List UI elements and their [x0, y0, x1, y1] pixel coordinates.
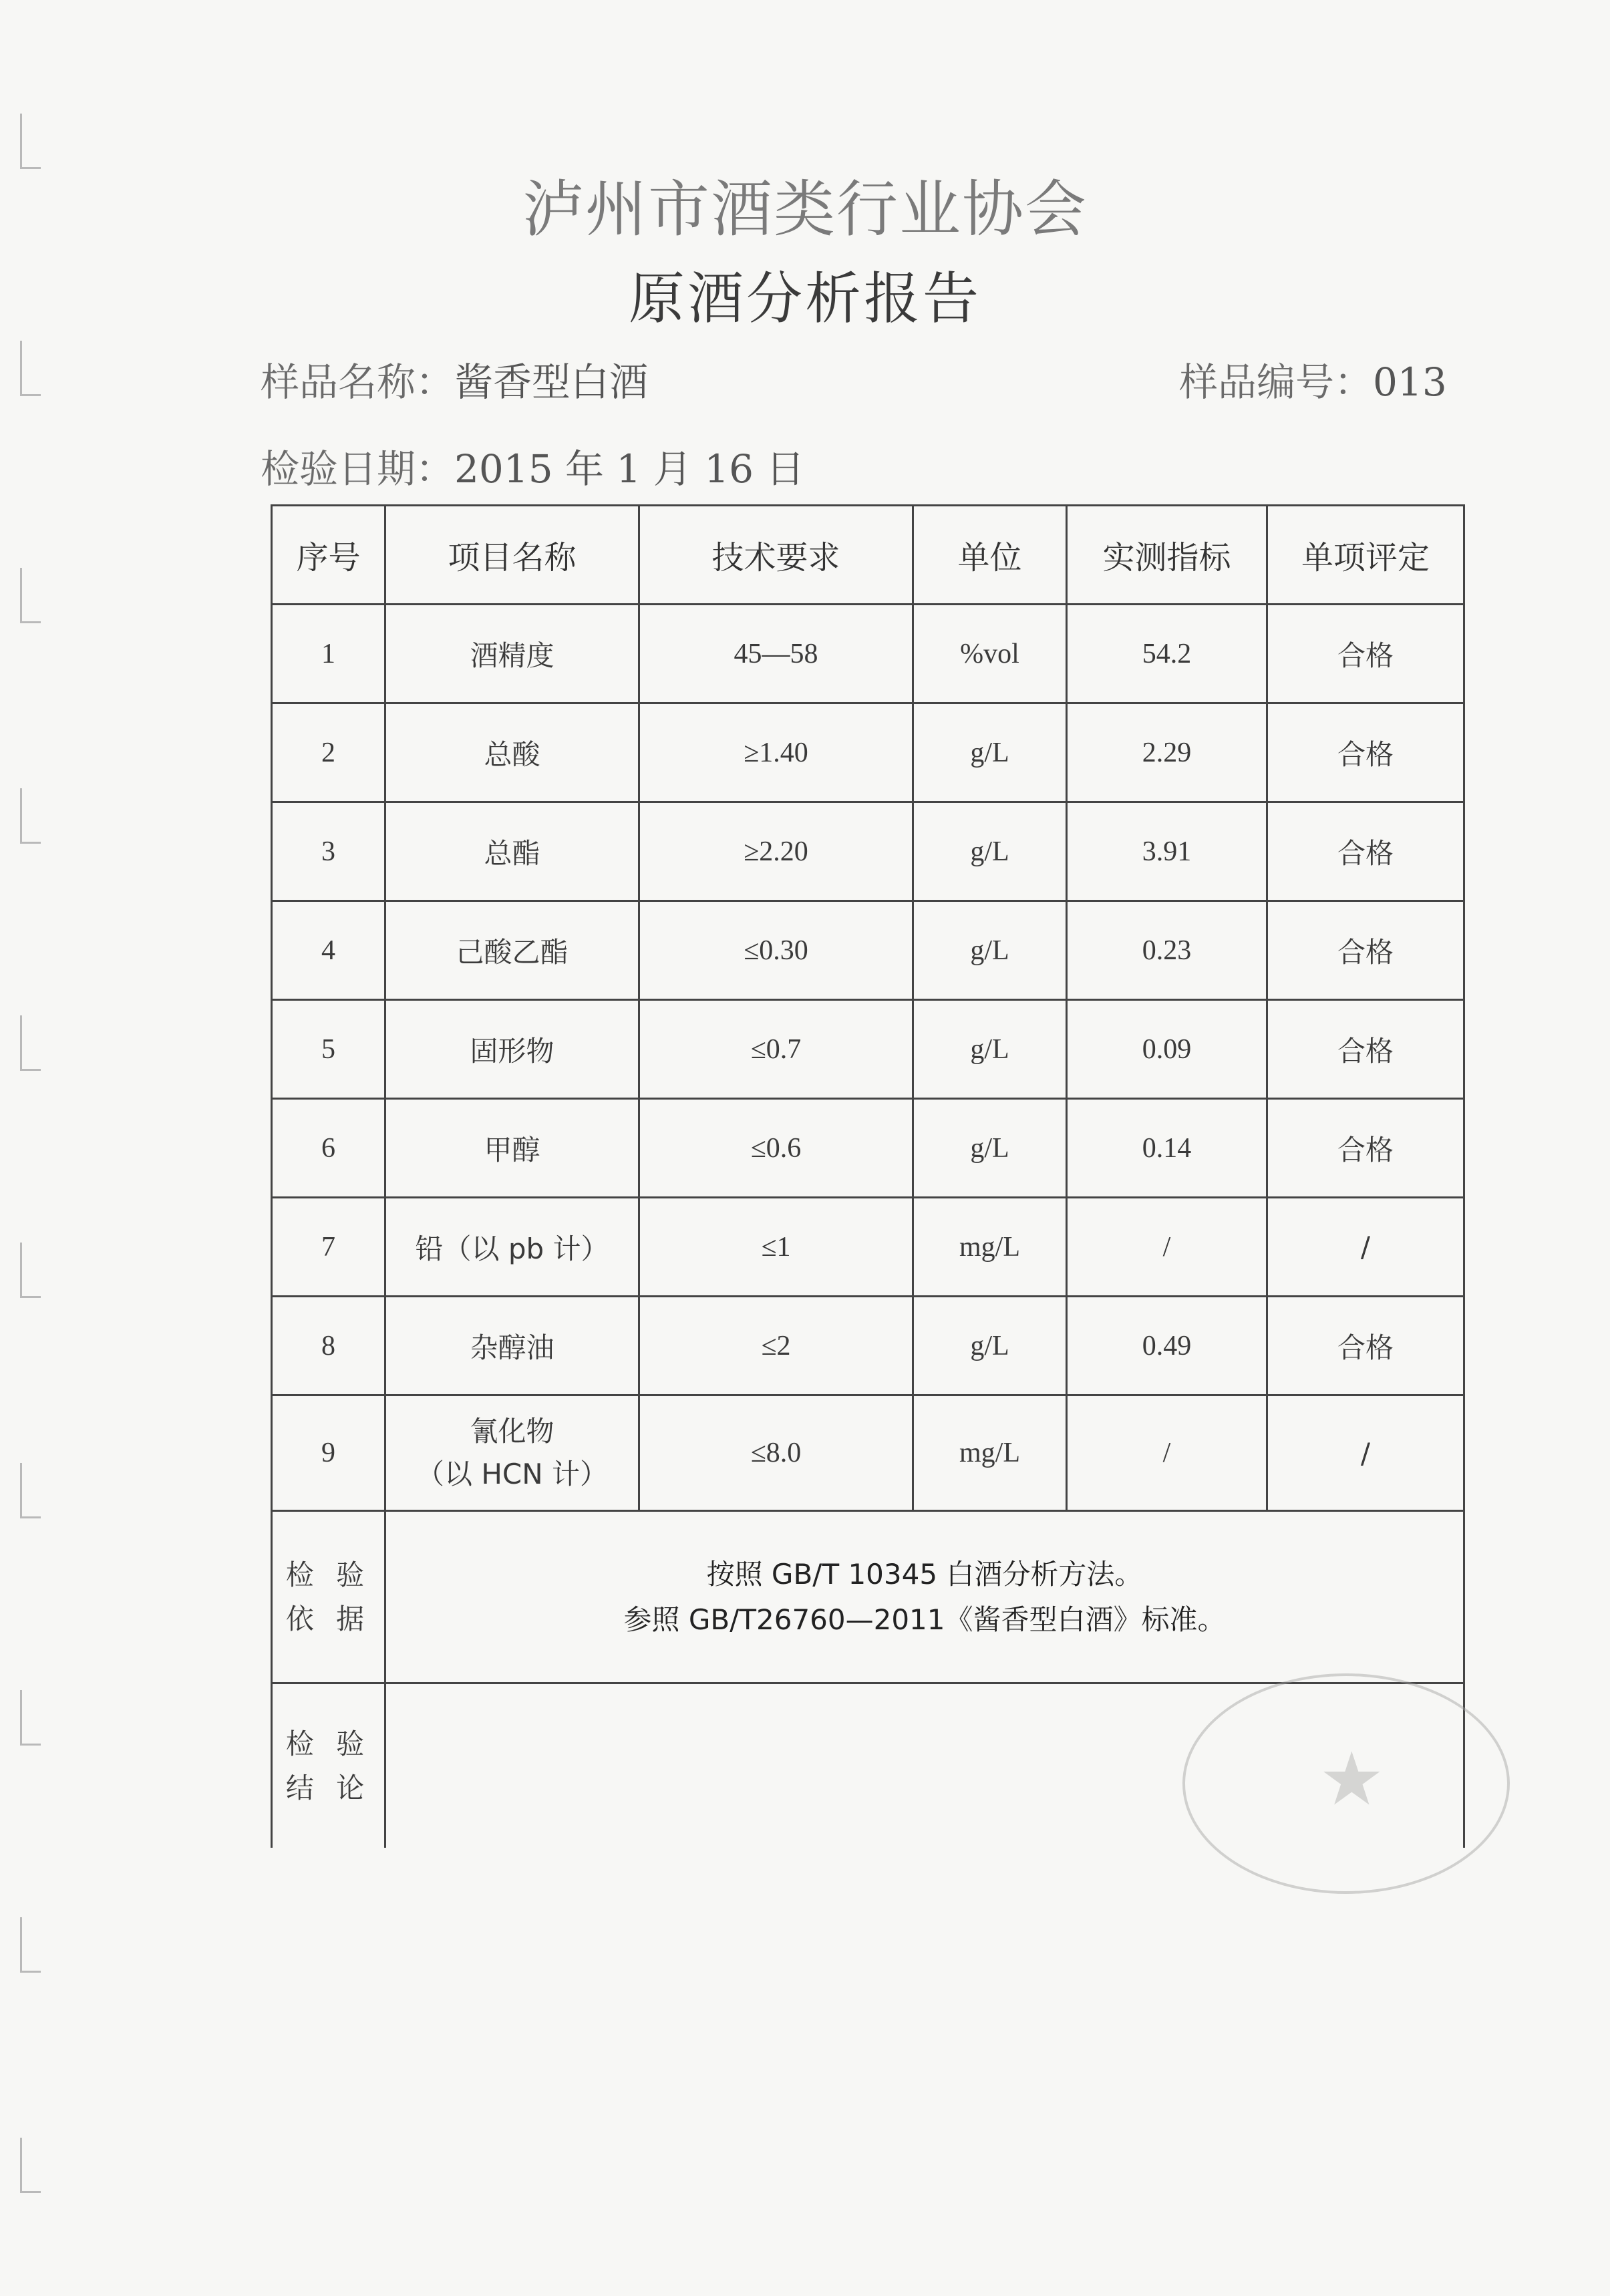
- unit: %vol: [913, 605, 1067, 703]
- sample-number-label: 样品编号：: [1179, 359, 1374, 405]
- unit: g/L: [913, 1297, 1067, 1396]
- row-number: 5: [272, 1000, 385, 1099]
- binder-mark: [20, 1690, 41, 1746]
- column-header: 实测指标: [1067, 506, 1267, 605]
- item-name: 酒精度: [385, 605, 639, 703]
- item-name: 总酯: [385, 802, 639, 901]
- technical-requirement: ≤0.30: [639, 901, 913, 1000]
- binder-mark: [20, 1463, 41, 1518]
- row-number: 2: [272, 703, 385, 802]
- label-line: 检 验: [285, 1558, 371, 1591]
- label-line: 检 验: [285, 1727, 371, 1760]
- sample-name-value: 酱香型白酒: [454, 359, 649, 405]
- evaluation: 合格: [1267, 1297, 1464, 1396]
- inspection-conclusion-label: [272, 1683, 385, 1848]
- basis-line: 参照 GB/T26760—2011《酱香型白酒》标准。: [623, 1603, 1226, 1636]
- binder-mark: [20, 788, 41, 844]
- table-row: [272, 703, 1464, 802]
- table-row: [272, 1297, 1464, 1396]
- evaluation: /: [1267, 1198, 1464, 1297]
- unit: g/L: [913, 802, 1067, 901]
- technical-requirement: ≤8.0: [639, 1396, 913, 1511]
- unit: g/L: [913, 1099, 1067, 1198]
- table-header-row: [272, 506, 1464, 605]
- technical-requirement: ≥1.40: [639, 703, 913, 802]
- measured-value: 2.29: [1067, 703, 1267, 802]
- binder-mark: [20, 2138, 41, 2193]
- unit: mg/L: [913, 1396, 1067, 1511]
- measured-value: /: [1067, 1198, 1267, 1297]
- evaluation: 合格: [1267, 1000, 1464, 1099]
- item-name: 杂醇油: [385, 1297, 639, 1396]
- analysis-table: [271, 504, 1465, 1848]
- technical-requirement: ≤2: [639, 1297, 913, 1396]
- column-header: 单位: [913, 506, 1067, 605]
- measured-value: 0.09: [1067, 1000, 1267, 1099]
- technical-requirement: ≥2.20: [639, 802, 913, 901]
- measured-value: 54.2: [1067, 605, 1267, 703]
- table-row: [272, 901, 1464, 1000]
- item-name: 己酸乙酯: [385, 901, 639, 1000]
- technical-requirement: 45—58: [639, 605, 913, 703]
- row-number: 3: [272, 802, 385, 901]
- inspection-basis-text: [385, 1511, 1464, 1683]
- item-name-line: 氰化物: [470, 1415, 554, 1448]
- binder-mark: [20, 341, 41, 396]
- item-name: 总酸: [385, 703, 639, 802]
- row-number: 4: [272, 901, 385, 1000]
- unit: mg/L: [913, 1198, 1067, 1297]
- inspection-basis-label: [272, 1511, 385, 1683]
- item-name: [385, 1396, 639, 1511]
- sample-number-field: [1179, 351, 1447, 407]
- binder-mark: [20, 1917, 41, 1973]
- inspection-date-label: 检验日期：: [261, 446, 455, 492]
- column-header: 项目名称: [385, 506, 639, 605]
- table-row: [272, 1000, 1464, 1099]
- item-name: 甲醇: [385, 1099, 639, 1198]
- row-number: 6: [272, 1099, 385, 1198]
- inspection-basis-row: [272, 1511, 1464, 1683]
- table-row: [272, 1198, 1464, 1297]
- row-number: 7: [272, 1198, 385, 1297]
- table-row: [272, 605, 1464, 703]
- unit: g/L: [913, 901, 1067, 1000]
- sample-number-value: 013: [1373, 359, 1447, 405]
- table-row: [272, 1099, 1464, 1198]
- sample-name-field: [261, 351, 648, 407]
- technical-requirement: ≤0.7: [639, 1000, 913, 1099]
- binder-mark: [20, 1243, 41, 1298]
- row-number: 9: [272, 1396, 385, 1511]
- evaluation: 合格: [1267, 802, 1464, 901]
- report-title: 原酒分析报告: [628, 266, 981, 331]
- measured-value: 0.49: [1067, 1297, 1267, 1396]
- technical-requirement: ≤0.6: [639, 1099, 913, 1198]
- table-row: [272, 802, 1464, 901]
- inspection-date-field: [261, 438, 805, 494]
- table-row: [272, 1396, 1464, 1511]
- sample-name-label: 样品名称：: [261, 359, 455, 405]
- unit: g/L: [913, 703, 1067, 802]
- organization-title: 泸州市酒类行业协会: [522, 174, 1088, 245]
- evaluation: 合格: [1267, 1099, 1464, 1198]
- column-header: 单项评定: [1267, 506, 1464, 605]
- measured-value: 3.91: [1067, 802, 1267, 901]
- binder-mark: [20, 568, 41, 623]
- inspection-date-value: 2015 年 1 月 16 日: [454, 446, 805, 492]
- item-name-line: （以 HCN 计）: [416, 1458, 609, 1490]
- label-line: 依 据: [285, 1602, 371, 1635]
- measured-value: 0.23: [1067, 901, 1267, 1000]
- evaluation: 合格: [1267, 605, 1464, 703]
- technical-requirement: ≤1: [639, 1198, 913, 1297]
- binder-mark: [20, 1015, 41, 1071]
- row-number: 8: [272, 1297, 385, 1396]
- evaluation: /: [1267, 1396, 1464, 1511]
- item-name: 铅（以 pb 计）: [385, 1198, 639, 1297]
- item-name: 固形物: [385, 1000, 639, 1099]
- measured-value: /: [1067, 1396, 1267, 1511]
- basis-line: 按照 GB/T 10345 白酒分析方法。: [706, 1557, 1143, 1591]
- evaluation: 合格: [1267, 703, 1464, 802]
- official-seal: [1182, 1673, 1510, 1894]
- column-header: 序号: [272, 506, 385, 605]
- row-number: 1: [272, 605, 385, 703]
- evaluation: 合格: [1267, 901, 1464, 1000]
- column-header: 技术要求: [639, 506, 913, 605]
- unit: g/L: [913, 1000, 1067, 1099]
- measured-value: 0.14: [1067, 1099, 1267, 1198]
- label-line: 结 论: [285, 1771, 371, 1804]
- seal-star-icon: ★: [1319, 1736, 1385, 1822]
